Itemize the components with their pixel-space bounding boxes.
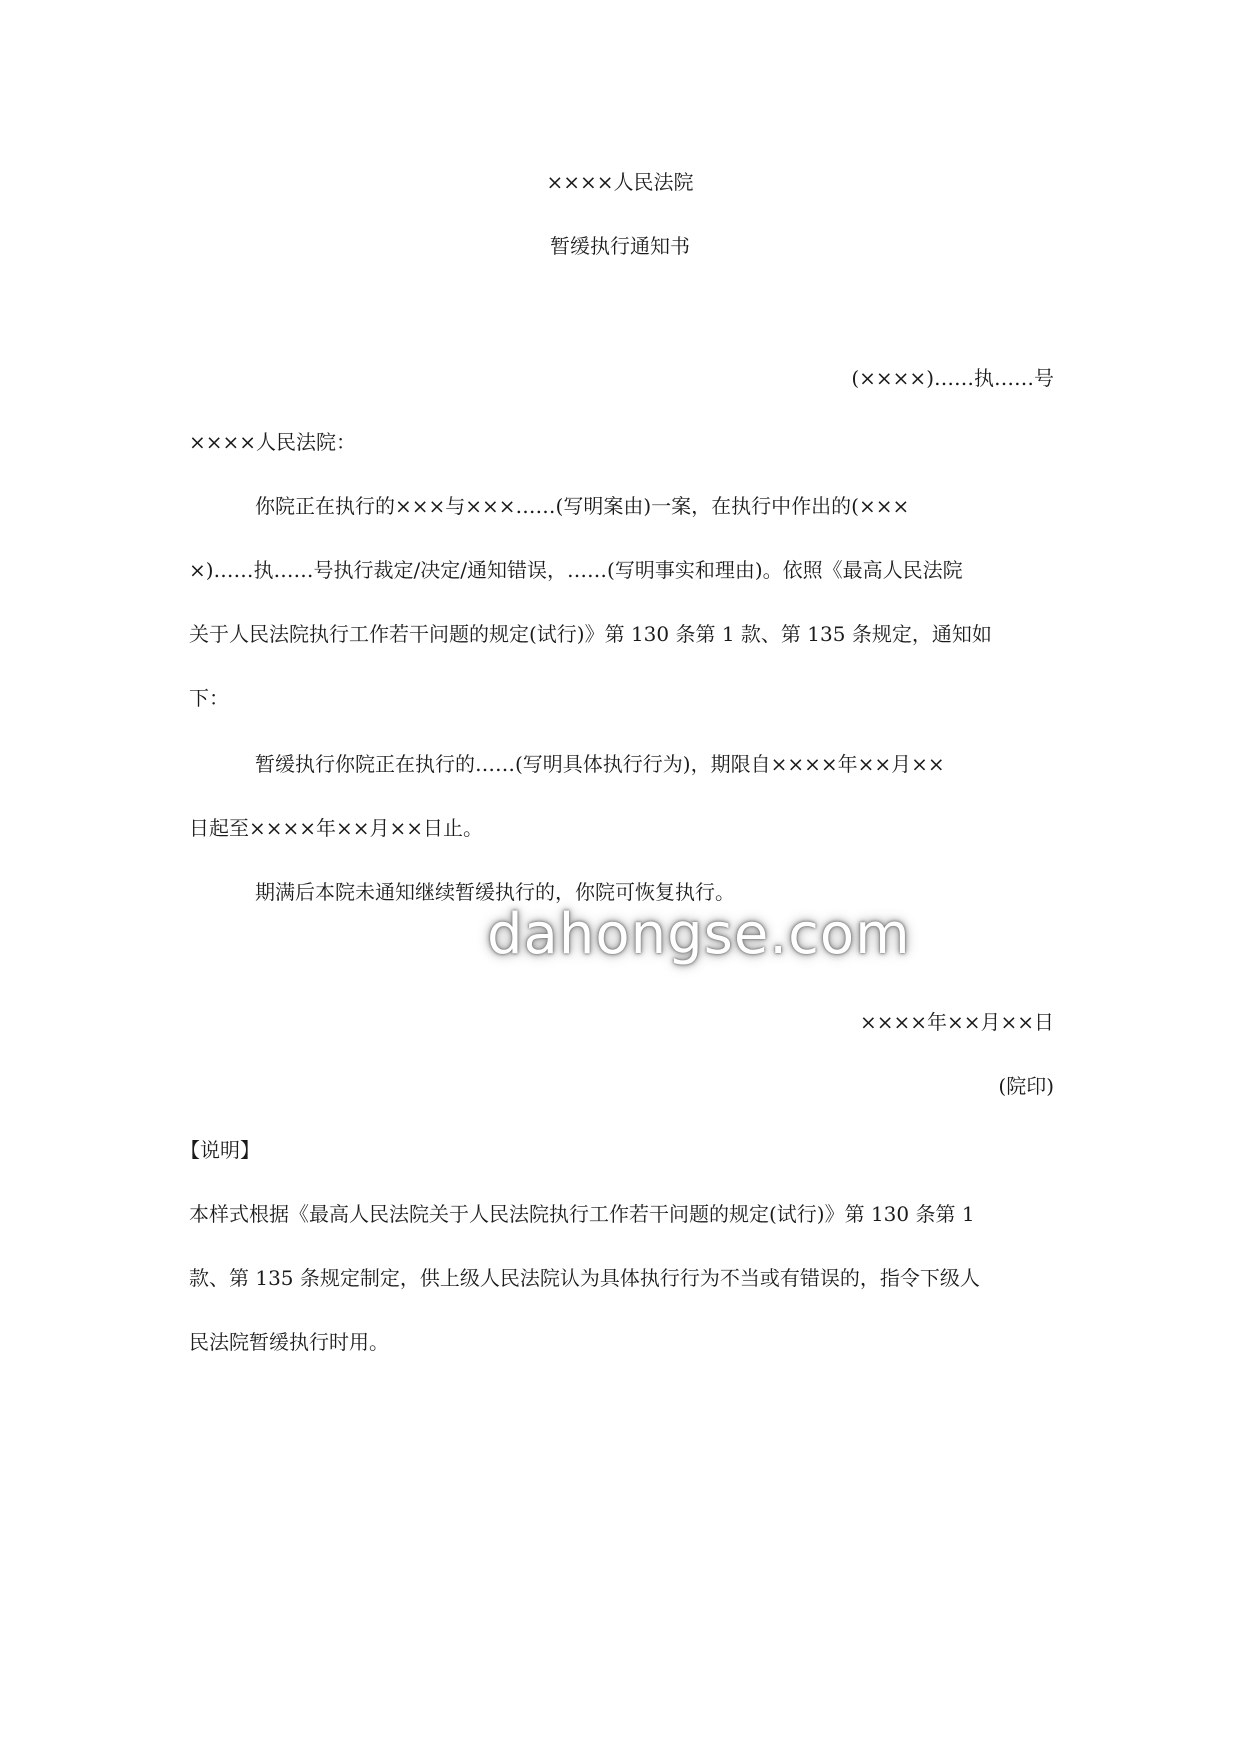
addressee: ××××人民法院：: [189, 430, 357, 454]
note-heading: 【说明】: [180, 1138, 260, 1162]
watermark: dahongse.com: [487, 902, 911, 967]
paragraph-line: 下：: [189, 686, 229, 710]
case-number: (××××)……执……号: [851, 366, 1054, 390]
paragraph-line: 暂缓执行你院正在执行的……(写明具体执行行为)，期限自××××年××月××: [255, 752, 945, 776]
court-name: ××××人民法院: [546, 170, 694, 194]
court-seal-label: (院印): [998, 1074, 1054, 1098]
paragraph-line: 你院正在执行的×××与×××……(写明案由)一案，在执行中作出的(×××: [255, 494, 910, 518]
note-line: 本样式根据《最高人民法院关于人民法院执行工作若干问题的规定(试行)》第 130 条第 1: [189, 1202, 975, 1226]
paragraph-line: 关于人民法院执行工作若干问题的规定(试行)》第 130 条第 1 款、第 135 条规定，通知如: [189, 622, 992, 646]
note-line: 款、第 135 条规定制定，供上级人民法院认为具体执行行为不当或有错误的，指令下级人: [189, 1266, 980, 1290]
note-line: 民法院暂缓执行时用。: [189, 1330, 389, 1354]
paragraph-line: 日起至××××年××月××日止。: [189, 816, 484, 840]
document-title: 暂缓执行通知书: [550, 234, 690, 258]
issue-date: ××××年××月××日: [859, 1010, 1054, 1034]
paragraph-line: 期满后本院未通知继续暂缓执行的，你院可恢复执行。: [255, 880, 735, 904]
paragraph-line: ×)……执……号执行裁定/决定/通知错误，……(写明事实和理由)。依照《最高人民法院: [189, 558, 963, 582]
